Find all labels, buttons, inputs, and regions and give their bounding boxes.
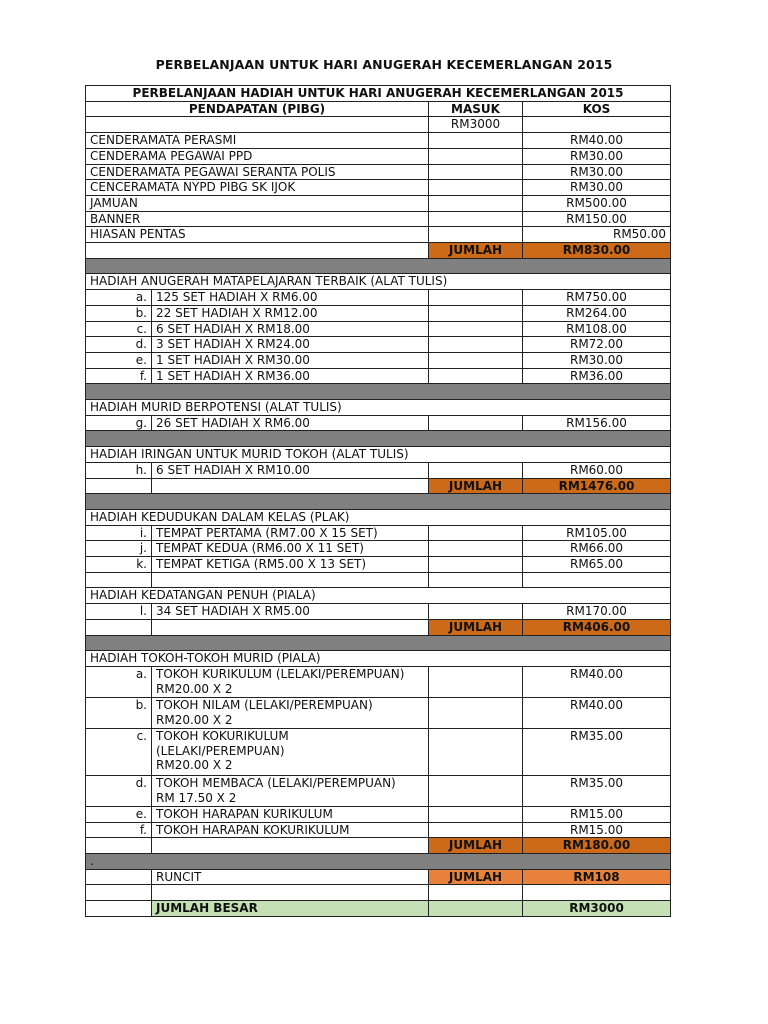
table-row: HIASAN PENTAS RM50.00 — [86, 227, 671, 243]
total-label: JUMLAH — [429, 478, 523, 494]
table-row: CENDERAMATA PEGAWAI SERANTA POLIS RM30.00 — [86, 164, 671, 180]
table-row: k. TEMPAT KETIGA (RM5.00 X 13 SET) RM65.00 — [86, 557, 671, 573]
separator-row — [86, 431, 671, 447]
table-row: BANNER RM150.00 — [86, 211, 671, 227]
separator-row — [86, 854, 671, 870]
table-row: e. 1 SET HADIAH X RM30.00 RM30.00 — [86, 352, 671, 368]
table-row: j. TEMPAT KEDUA (RM6.00 X 11 SET) RM66.00 — [86, 541, 671, 557]
total-value: RM180.00 — [523, 838, 671, 854]
document-title: PERBELANJAAN UNTUK HARI ANUGERAH KECEMERLANGAN 2015 — [155, 57, 613, 72]
table-row: l. 34 SET HADIAH X RM5.00 RM170.00 — [86, 604, 671, 620]
table-row: b. 22 SET HADIAH X RM12.00 RM264.00 — [86, 305, 671, 321]
section-heading: HADIAH TOKOH-TOKOH MURID (PIALA) — [86, 651, 671, 667]
grand-total-label: JUMLAH BESAR — [152, 901, 429, 917]
blank-row — [86, 885, 671, 901]
section-heading: HADIAH ANUGERAH MATAPELAJARAN TERBAIK (ALAT TULIS) — [86, 274, 671, 290]
table-row: i. TEMPAT PERTAMA (RM7.00 X 15 SET) RM105.00 — [86, 525, 671, 541]
separator-row — [86, 635, 671, 651]
table-row: d. 3 SET HADIAH X RM24.00 RM72.00 — [86, 337, 671, 353]
table-row: JAMUAN RM500.00 — [86, 195, 671, 211]
income-value: RM3000 — [429, 117, 523, 133]
total-label: JUMLAH — [429, 869, 523, 885]
dot-marker: . — [86, 854, 671, 870]
table-title-row — [86, 86, 671, 102]
separator-row — [86, 258, 671, 274]
table-row: h. 6 SET HADIAH X RM10.00 RM60.00 — [86, 462, 671, 478]
table-row: a. 125 SET HADIAH X RM6.00 RM750.00 — [86, 290, 671, 306]
total-row — [86, 619, 671, 635]
section-heading: HADIAH KEDATANGAN PENUH (PIALA) — [86, 588, 671, 604]
total-value: RM406.00 — [523, 619, 671, 635]
total-value: RM830.00 — [523, 243, 671, 259]
blank-row — [86, 572, 671, 588]
section-heading-row — [86, 588, 671, 604]
expense-table — [85, 85, 671, 917]
table-row: b. TOKOH NILAM (LELAKI/PEREMPUAN) RM20.00 X 2 RM40.00 — [86, 697, 671, 728]
header-row — [86, 101, 671, 117]
separator-row — [86, 384, 671, 400]
table-row: c. 6 SET HADIAH X RM18.00 RM108.00 — [86, 321, 671, 337]
header-item: PENDAPATAN (PIBG) — [86, 101, 429, 117]
section-heading: HADIAH MURID BERPOTENSI (ALAT TULIS) — [86, 400, 671, 416]
separator-row — [86, 494, 671, 510]
section-heading: HADIAH KEDUDUKAN DALAM KELAS (PLAK) — [86, 509, 671, 525]
table-row: c. TOKOH KOKURIKULUM (LELAKI/PEREMPUAN) RM20.00 X 2 RM35.00 — [86, 728, 671, 775]
section-heading-row — [86, 400, 671, 416]
section-heading: HADIAH IRINGAN UNTUK MURID TOKOH (ALAT TULIS) — [86, 447, 671, 463]
table-row: d. TOKOH MEMBACA (LELAKI/PEREMPUAN) RM 17.50 X 2 RM35.00 — [86, 775, 671, 806]
total-label: JUMLAH — [429, 243, 523, 259]
total-label: JUMLAH — [429, 619, 523, 635]
total-value: RM1476.00 — [523, 478, 671, 494]
runcit-row — [86, 869, 671, 885]
table-row: CENDERAMATA PERASMI RM40.00 — [86, 133, 671, 149]
total-label: JUMLAH — [429, 838, 523, 854]
grand-total-value: RM3000 — [523, 901, 671, 917]
grand-total-row — [86, 901, 671, 917]
table-row: CENCERAMATA NYPD PIBG SK IJOK RM30.00 — [86, 180, 671, 196]
header-masuk: MASUK — [429, 101, 523, 117]
total-row — [86, 243, 671, 259]
table-row: CENDERAMA PEGAWAI PPD RM30.00 — [86, 148, 671, 164]
header-kos: KOS — [523, 101, 671, 117]
table-row: e. TOKOH HARAPAN KURIKULUM RM15.00 — [86, 806, 671, 822]
runcit-total: RM108 — [523, 869, 671, 885]
income-row — [86, 117, 671, 133]
section-heading-row — [86, 447, 671, 463]
table-title: PERBELANJAAN HADIAH UNTUK HARI ANUGERAH KECEMERLANGAN 2015 — [86, 86, 671, 102]
section-heading-row — [86, 651, 671, 667]
total-row — [86, 478, 671, 494]
table-row: f. TOKOH HARAPAN KOKURIKULUM RM15.00 — [86, 822, 671, 838]
table-row: g. 26 SET HADIAH X RM6.00 RM156.00 — [86, 415, 671, 431]
total-row — [86, 838, 671, 854]
table-row: f. 1 SET HADIAH X RM36.00 RM36.00 — [86, 368, 671, 384]
runcit-label: RUNCIT — [152, 869, 429, 885]
section-heading-row — [86, 274, 671, 290]
section-heading-row — [86, 509, 671, 525]
table-row: a. TOKOH KURIKULUM (LELAKI/PEREMPUAN) RM20.00 X 2 RM40.00 — [86, 666, 671, 697]
